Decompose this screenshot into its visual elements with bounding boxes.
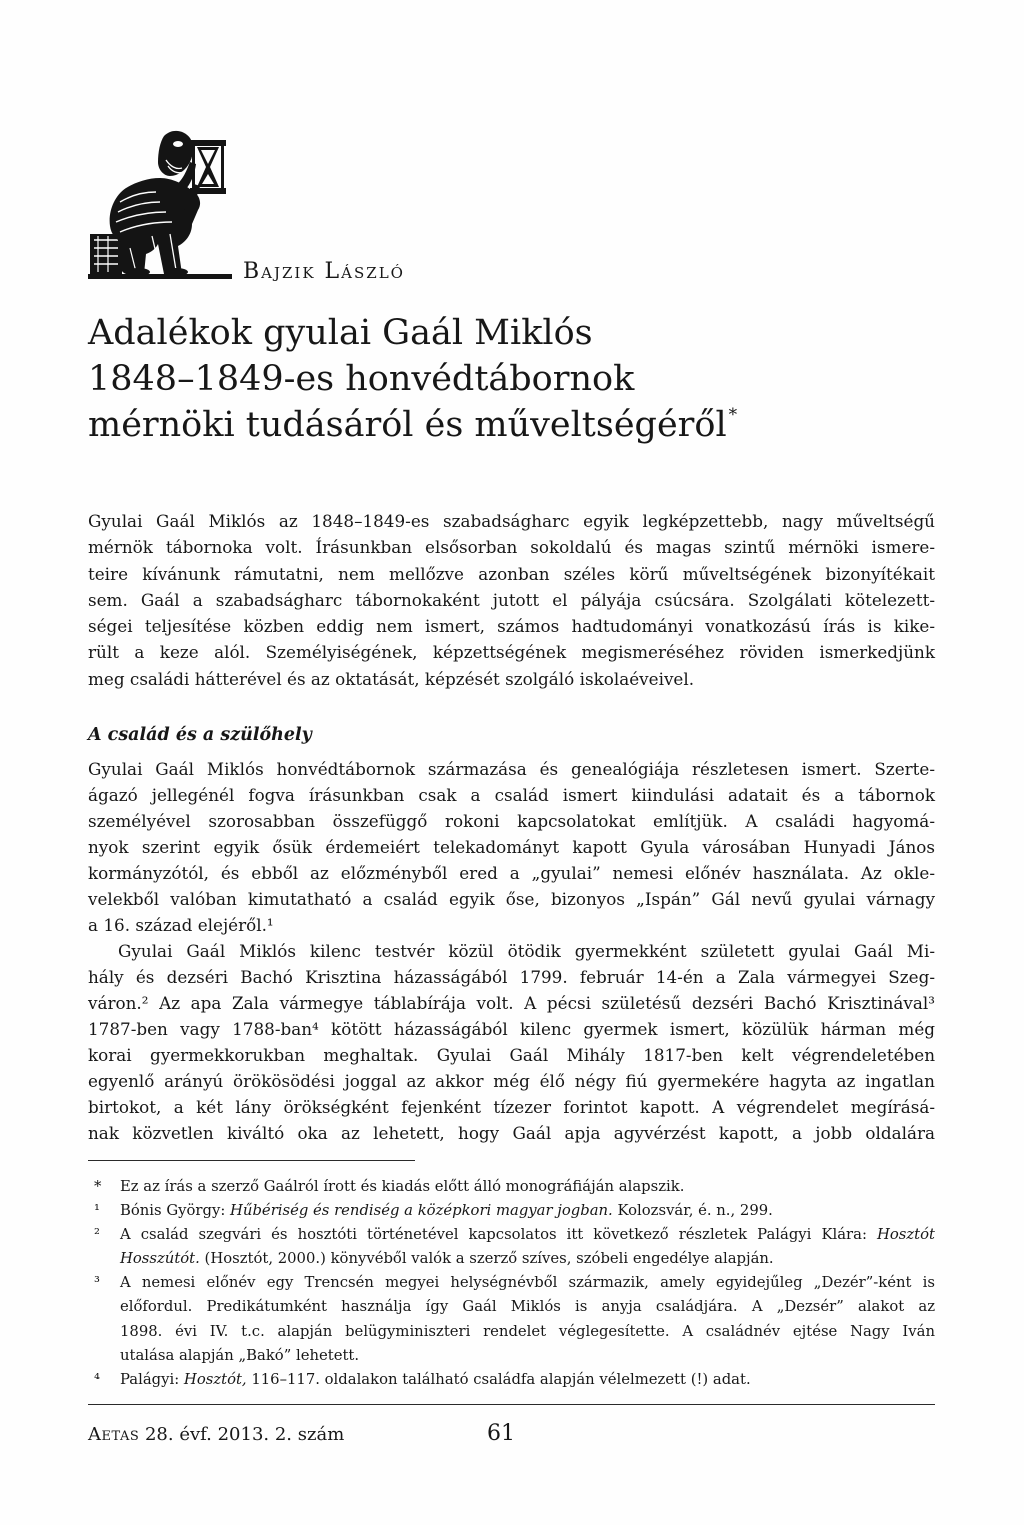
footnote-text: Palágyi:	[120, 1370, 184, 1388]
body-line: egyenlő arányú örökösödési joggal az akkor még élő négy fiú gyermekére hagyta az ingatlan	[88, 1071, 935, 1091]
journal-name: Aetas	[88, 1424, 140, 1445]
footnote-mark: ⁴	[94, 1370, 100, 1388]
body-line: váron.² Az apa Zala vármegye táblabírája volt. A pécsi születésű dezséri Bachó Krisztinával³	[88, 993, 935, 1013]
woodcut-figure-logo	[86, 126, 236, 291]
body-line: birtokot, a két lány örökségként fejenként tízezer forintot kapott. A végrendelet megírásá-	[88, 1097, 935, 1117]
footnote-text: A nemesi előnév egy Trencsén megyei helységnévből származik, amely egyidejűleg „Dezér”-ként is	[120, 1274, 935, 1292]
footnote-line	[94, 1368, 935, 1392]
body-line: személyével szorosabban összefüggő rokoni kapcsolatokat említjük. A családi hagyomá-	[88, 811, 935, 831]
footnote-mark: *	[94, 1178, 102, 1195]
footnote-text: A család szegvári és hosztóti történetével kapcsolatos itt következő részletek Palágyi Klára:	[120, 1226, 877, 1244]
body-line: Gyulai Gaál Miklós honvédtábornok származása és genealógiája részletesen ismert. Szerte-	[88, 759, 935, 779]
title-line: Adalékok gyulai Gaál Miklós	[88, 313, 593, 353]
footnote-line	[120, 1320, 935, 1344]
section-heading: A család és a szülőhely	[88, 725, 312, 745]
footnote-line	[120, 1344, 935, 1368]
ground-rule	[88, 274, 232, 279]
body-line: velekből valóban kimutatható a család egyik őse, bizonyos „Ispán” Gál nevű gyulai várnagy	[88, 889, 935, 909]
body-line: kormányzótól, és ebből az előzményből ered a „gyulai” nemesi előnév használata. Az okle-	[88, 863, 935, 883]
footnote-text: Kolozsvár, é. n., 299.	[612, 1202, 773, 1220]
footnote-text: Bónis György:	[120, 1202, 231, 1220]
title-line-text: mérnöki tudásáról és műveltségéről	[88, 405, 727, 445]
footnote-line	[94, 1271, 935, 1295]
footnote-line	[94, 1199, 935, 1223]
footer-separator	[88, 1404, 935, 1405]
body-line: Gyulai Gaál Miklós kilenc testvér közül ötödik gyermekként született gyulai Gaál Mi-	[118, 941, 935, 961]
footnote-book-title: Hosztót	[876, 1226, 935, 1244]
abstract-line: teire kívánunk rámutatni, nem mellőzve azonban széles körű műveltségének bizonyítékait	[88, 563, 935, 584]
stool-icon	[90, 234, 122, 274]
footnote-text: 116–117. oldalakon található családfa alapján vélelmezett (!) adat.	[246, 1370, 751, 1388]
body-text	[88, 756, 935, 1146]
title-line	[88, 402, 737, 448]
footnote-line	[120, 1247, 935, 1271]
footnote-text: utalása alapján „Bakó” lehetett.	[120, 1346, 360, 1364]
abstract-line: meg családi hátterével és az oktatását, képzését szolgáló iskolaéveivel.	[88, 668, 695, 689]
abstract-line: sem. Gaál a szabadságharc tábornokaként jutott el pályája csúcsára. Szolgálati kötelezett-	[88, 589, 935, 610]
paragraph	[88, 938, 935, 1146]
abstract-line: Gyulai Gaál Miklós az 1848–1849-es szabadságharc egyik legképzettebb, nagy műveltségű	[88, 511, 935, 531]
footnote-line	[94, 1223, 935, 1247]
paragraph	[88, 756, 935, 938]
footnote-mark: ³	[94, 1274, 100, 1292]
footnote-text: 1898. évi IV. t.c. alapján belügyminiszteri rendelet véglegesítette. A családnév ejtése Nagy Iván	[120, 1322, 935, 1340]
footnote-separator	[88, 1160, 415, 1161]
body-line: nak közvetlen kiváltó oka az lehetett, hogy Gaál apja agyvérzést kapott, a jobb oldalára	[88, 1123, 935, 1143]
footnote-book-title: Hosszútót.	[120, 1250, 200, 1268]
abstract	[88, 508, 935, 692]
body-line: hály és dezséri Bachó Krisztina házasságából 1799. február 14-én a Zala vármegyei Szeg-	[88, 967, 935, 987]
footnote-mark: ¹	[94, 1202, 100, 1220]
footnote-line	[120, 1295, 935, 1319]
abstract-line: mérnök tábornoka volt. Írásunkban elsősorban sokoldalú és magas szintű mérnöki ismere-	[88, 537, 935, 558]
body-line: korai gyermekkorukban meghaltak. Gyulai Gaál Mihály 1817-ben kelt végrendeletében	[88, 1045, 935, 1065]
body-line: nyok szerint egyik ősük érdemeiért telekadományt kapott Gyula városában Hunyadi János	[88, 837, 935, 857]
footnote-line	[94, 1175, 935, 1199]
issue-info: 28. évf. 2013. 2. szám	[139, 1424, 345, 1445]
abstract-line: ségei teljesítése közben eddig nem ismert, számos hadtudományi vonatkozású írás is kike-	[88, 616, 935, 637]
footnote-book-title: Hosztót,	[183, 1370, 247, 1388]
body-line: a 16. század elejéről.¹	[88, 915, 274, 935]
title-footnote-mark: *	[728, 405, 738, 425]
author-name: Bajzik László	[243, 259, 405, 284]
footnote-text: előfordul. Predikátumként használja így Gaál Miklós is anyja családjára. A „Dezsér” alakot az	[120, 1298, 935, 1316]
page-number: 61	[487, 1421, 515, 1446]
footnote-text: (Hosztót, 2000.) könyvéből valók a szerző szíves, szóbeli engedélye alapján.	[199, 1250, 774, 1268]
body-line: ágazó jellegénél fogva írásunkban csak a család ismert kiindulási adatait és a tábornok	[88, 785, 935, 805]
footer-citation	[88, 1422, 344, 1448]
footnote-mark: ²	[94, 1226, 100, 1244]
abstract-line: rült a keze alól. Személyiségének, képzettségének megismeréséhez röviden ismerkedjünk	[88, 642, 935, 663]
figure-silhouette	[110, 131, 200, 276]
footnote-book-title: Hűbériség és rendiség a középkori magyar jogban.	[230, 1202, 613, 1220]
footnote-text: Ez az írás a szerző Gaálról írott és kiadás előtt álló monográfiáján alapszik.	[120, 1178, 685, 1195]
footnotes	[94, 1175, 935, 1392]
article-title	[88, 310, 737, 448]
body-line: 1787-ben vagy 1788-ban⁴ kötött házasságából kilenc gyermek ismert, közülük hárman még	[88, 1019, 935, 1039]
title-line: 1848–1849-es honvédtábornok	[88, 359, 635, 399]
